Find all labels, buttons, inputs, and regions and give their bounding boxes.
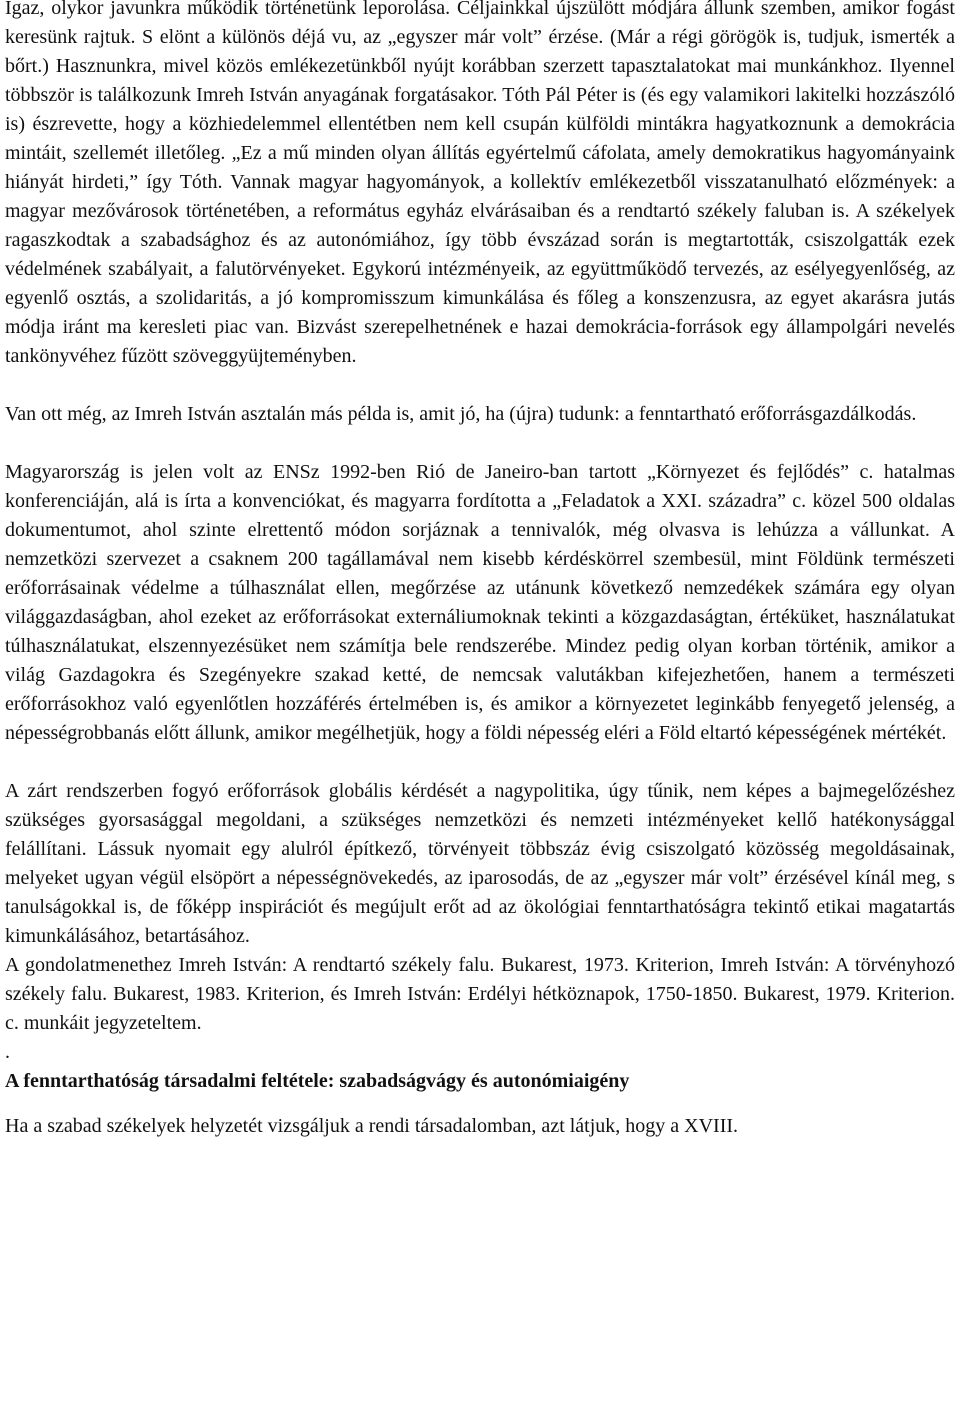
paragraph-references: A gondolatmenethez Imreh István: A rendtartó székely falu. Bukarest, 1973. Kriterion, Imreh István: A törvényhozó székely falu. Bukarest, 1983. Kriterion, és Imreh István: Erdélyi hétköznapok, 1750-1850. Bukarest, 1979. Kriterion. c. munkáit jegyzeteltem. <box>5 954 955 1034</box>
paragraph-last-line: Ha a szabad székelyek helyzetét vizsgáljuk a rendi társadalomban, azt látjuk, hogy a XVIII. <box>5 1115 739 1137</box>
document-page <box>5 0 955 1141</box>
paragraph-closed-system: A zárt rendszerben fogyó erőforrások globális kérdését a nagypolitika, úgy tűnik, nem képes a bajmegelőzéshez szükséges gyorsasággal megoldani, a szükséges nemzetközi és nemzeti intézményeket kellő hatékonysággal felállítani. Lássuk nyomait egy alulról építkező, törvényeit többszáz évig csiszolgató közösség megoldásainak, melyeket ugyan végül elsöpört a népességnövekedés, az iparosodás, de az „egyszer már volt” érzésével kínál meg, s tanulságokkal is, de főképp inspirációt és megújult erőt ad az ökológiai fenntarthatóságra tekintő etikai magatartás kimunkálásához, betartásához. <box>5 780 955 947</box>
section-heading: A fenntarthatóság társadalmi feltétele: szabadságvágy és autonómiaigény <box>5 1070 630 1092</box>
paragraph-tradition: Igaz, olykor javunkra működik történetünk leporolása. Céljainkkal újszülött módjára állunk szemben, amikor fogást keresünk rajtuk. S elönt a különös déjá vu, az „egyszer már volt” érzése. (Már a régi görögök is, tudjuk, ismerték a bőrt.) Hasznunkra, mivel közös emlékezetünkből nyújt korábban szerzett tapasztalatokat mai munkánkhoz. Ilyennel többször is találkozunk Imreh István anyagának forgatásakor. Tóth Pál Péter is (és egy valamikori lakitelki hozzászóló is) észrevette, hogy a közhiedelemmel ellentétben nem kell csupán külföldi mintákra hagyatkoznunk a demokrácia mintáit, szellemét illetőleg. „Ez a mű minden olyan állítás egyértelmű cáfolata, amely demokratikus hagyományaink hiányát hirdeti,” így Tóth. Vannak magyar hagyományok, a kollektív emlékezetből visszatanulható előzmények: a magyar mezővárosok történetében, a református egyház elvárásaiban és a rendtartó székely faluban is. A székelyek ragaszkodtak a szabadsághoz és az autonómiához, így több évszázad során is megtartották, csiszolgatták ezek védelmének szabályait, a falutörvényeket. Egykorú intézményeik, az együttműködő tervezés, az esélyegyenlőség, az egyenlő osztás, a szolidaritás, a jó kompromisszum kimunkálása és főleg a konszenzusra, az egyet akarásra jutás módja iránt ma keresleti piac van. Bizvást szerepelhetnének e hazai demokrácia-források egy állampolgári nevelés tankönyvéhez fűzött szöveggyüjteményben. <box>5 0 955 367</box>
paragraph-rio-conference: Magyarország is jelen volt az ENSz 1992-ben Rió de Janeiro-ban tartott „Környezet és fejlődés” c. hatalmas konferenciáján, alá is írta a konvenciókat, és magyarra fordította a „Feladatok a XXI. századra” c. közel 500 oldalas dokumentumot, ahol szinte elrettentő módon sorjáznak a tennivalók, még olvasva is lehúzza a vállunkat. A nemzetközi szervezet a csaknem 200 tagállamával nem kisebb kérdéskörrel szembesül, mint Földünk természeti erőforrásainak védelme a túlhasználat ellen, megőrzése az utánunk következő nemzedékek számára egy olyan világgazdaságban, ahol ezeket az erőforrásokat externáliumoknak tekinti a közgazdaságtan, értéküket, használatukat túlhasználatukat, elszennyezésüket nem számítja bele rendszerébe. Mindez pedig olyan korban történik, amikor a világ Gazdagokra és Szegényekre szakad ketté, de nemcsak valutákban kifejezhetően, hanem a természeti erőforrásokhoz való egyenlőtlen hozzáférés értelmében is, és amikor a környezetet leginkább fenyegető jelenség, a népességrobbanás előtt állunk, amikor megélhetjük, hogy a földi népesség eléri a Föld eltartó képességének mértékét. <box>5 461 955 744</box>
paragraph-resource-management: Van ott még, az Imreh István asztalán más példa is, amit jó, ha (újra) tudunk: a fenntartható erőforrásgazdálkodás. <box>5 403 917 425</box>
bullet-dot: . <box>5 1041 10 1063</box>
